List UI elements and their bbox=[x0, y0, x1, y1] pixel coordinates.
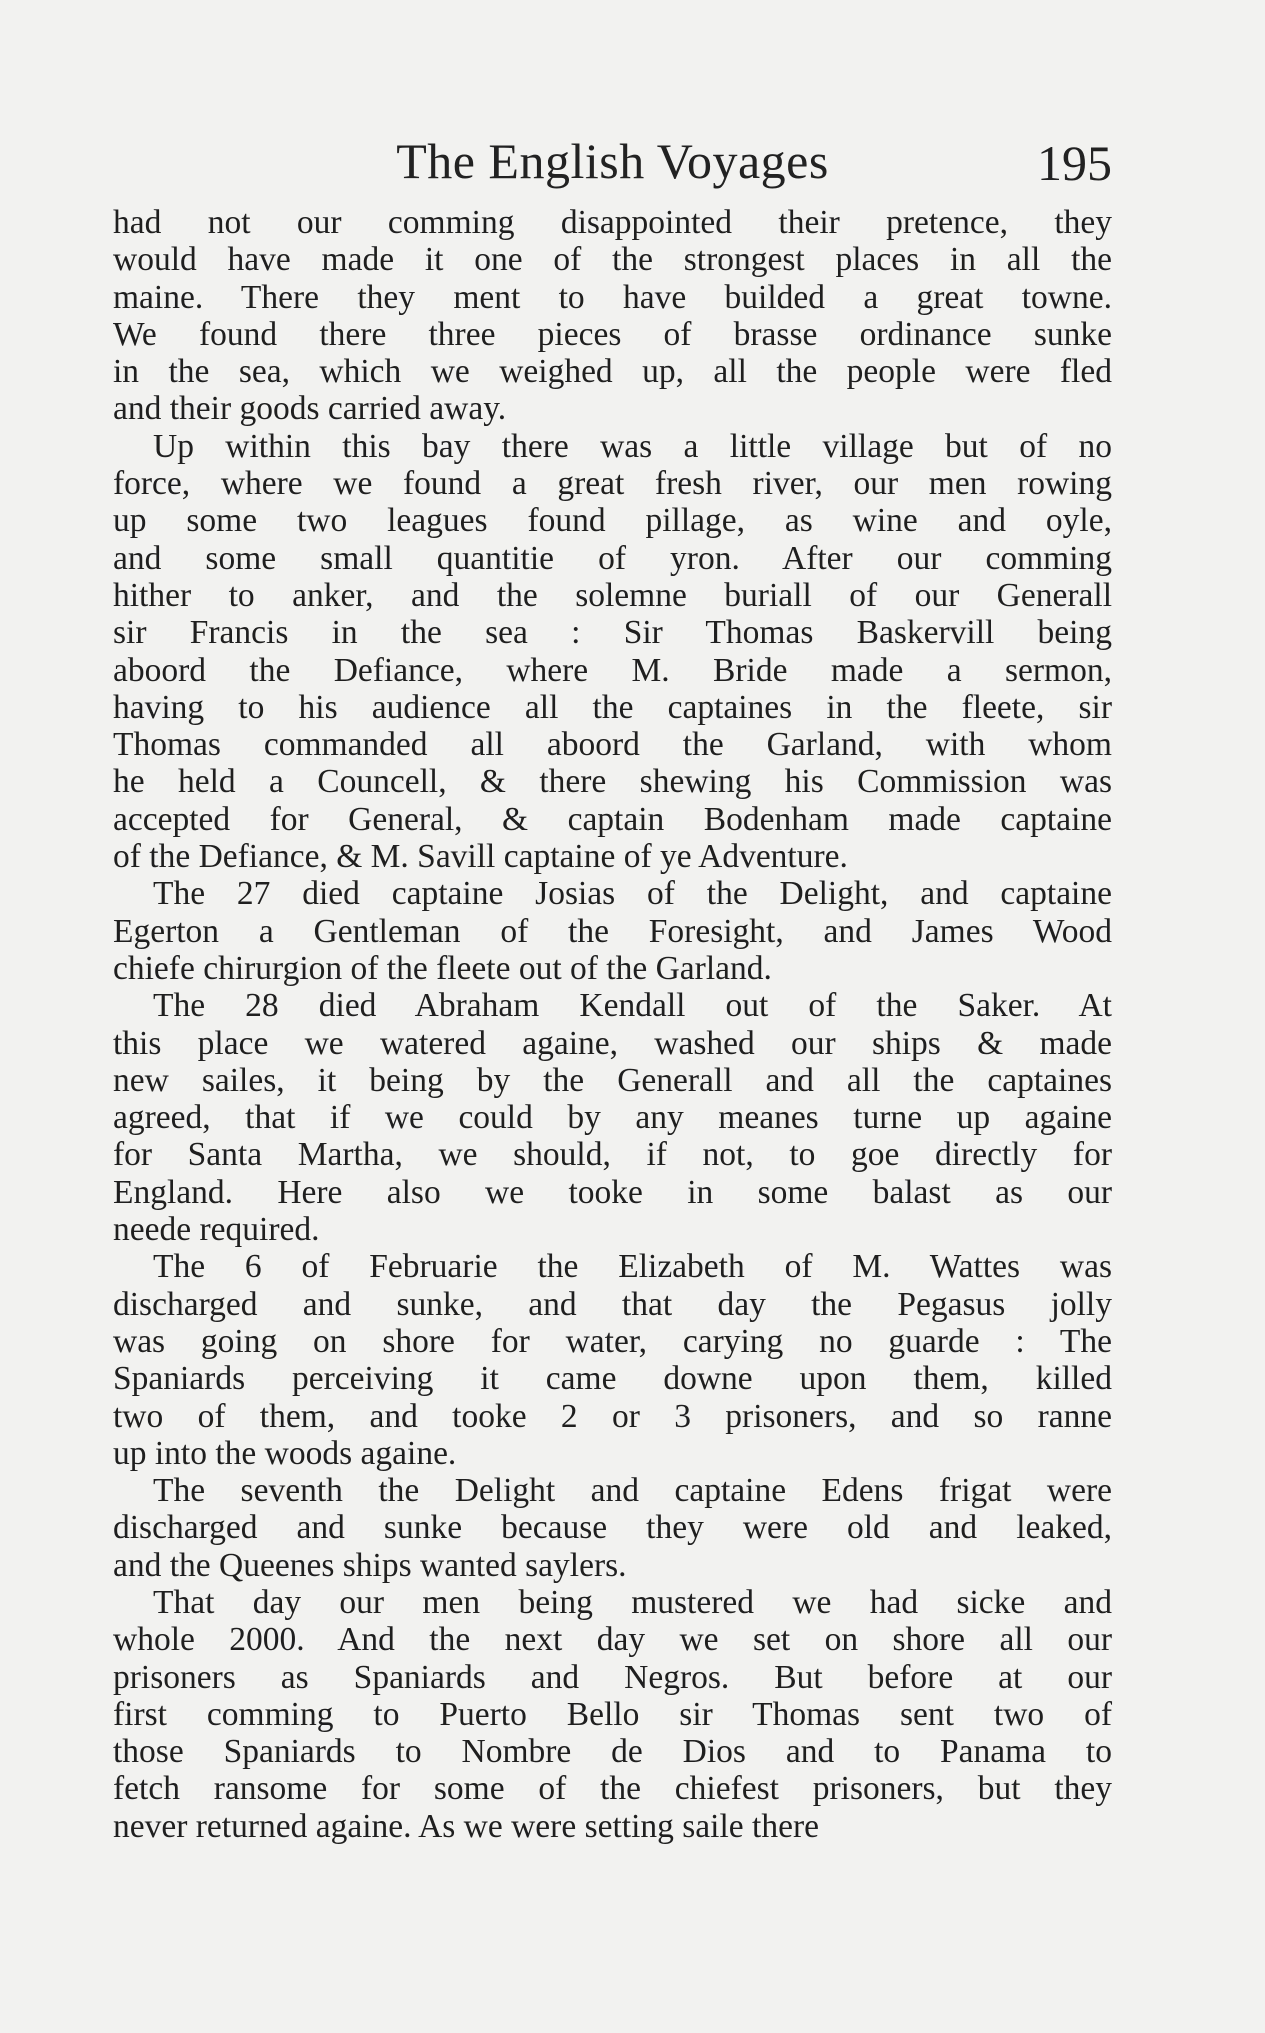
text-line: those Spaniards to Nombre de Dios and to Panama to bbox=[113, 1733, 1112, 1771]
text-line: fetch ransome for some of the chiefest prisoners, but they bbox=[113, 1770, 1112, 1808]
text-line: and their goods carried away. bbox=[113, 390, 507, 428]
text-line: accepted for General, & captain Bodenham made captaine bbox=[113, 800, 1112, 838]
text-line: up some two leagues found pillage, as wine and oyle, bbox=[113, 502, 1112, 540]
text-line: two of them, and tooke 2 or 3 prisoners, and so ranne bbox=[113, 1397, 1112, 1435]
text-line: The 27 died captaine Josias of the Delight, and captaine bbox=[153, 875, 1112, 913]
paragraph bbox=[113, 1248, 1112, 1472]
text-line: We found there three pieces of brasse ordinance sunke bbox=[113, 315, 1112, 353]
page-number: 195 bbox=[1037, 135, 1112, 191]
text-line: neede required. bbox=[113, 1211, 320, 1249]
text-line: and some small quantitie of yron. After our comming bbox=[113, 539, 1112, 577]
text-line: England. Here also we tooke in some balast as our bbox=[113, 1173, 1112, 1211]
text-line: The 28 died Abraham Kendall out of the Saker. At bbox=[153, 987, 1112, 1025]
text-line: discharged and sunke, and that day the Pegasus jolly bbox=[113, 1285, 1112, 1323]
text-line: he held a Councell, & there shewing his Commission was bbox=[113, 763, 1112, 801]
body-text bbox=[113, 204, 1112, 1845]
text-line: That day our men being mustered we had sicke and bbox=[153, 1583, 1112, 1621]
text-line: was going on shore for water, carying no guarde : The bbox=[113, 1322, 1112, 1360]
text-line: first comming to Puerto Bello sir Thomas sent two of bbox=[113, 1695, 1112, 1733]
text-line: of the Defiance, & M. Savill captaine of ye Adventure. bbox=[113, 838, 848, 876]
paragraph bbox=[113, 1584, 1112, 1845]
text-line: The seventh the Delight and captaine Edens frigat were bbox=[153, 1472, 1112, 1510]
text-line: force, where we found a great fresh river, our men rowing bbox=[113, 465, 1112, 503]
text-line: sir Francis in the sea : Sir Thomas Baskervill being bbox=[113, 614, 1112, 652]
text-line: and the Queenes ships wanted saylers. bbox=[113, 1546, 627, 1584]
text-line: in the sea, which we weighed up, all the people were fled bbox=[113, 353, 1112, 391]
text-line: discharged and sunke because they were old and leaked, bbox=[113, 1509, 1112, 1547]
text-line: Egerton a Gentleman of the Foresight, and James Wood bbox=[113, 912, 1112, 950]
text-line: agreed, that if we could by any meanes turne up againe bbox=[113, 1099, 1112, 1137]
text-line: never returned againe. As we were setting saile there bbox=[113, 1807, 819, 1845]
text-line: would have made it one of the strongest places in all the bbox=[113, 241, 1112, 279]
text-line: The 6 of Februarie the Elizabeth of M. Wattes was bbox=[153, 1248, 1112, 1286]
text-line: Thomas commanded all aboord the Garland, with whom bbox=[113, 726, 1112, 764]
text-line: new sailes, it being by the Generall and all the captaines bbox=[113, 1061, 1112, 1099]
text-line: this place we watered againe, washed our ships & made bbox=[113, 1024, 1112, 1062]
text-line: Up within this bay there was a little village but of no bbox=[153, 427, 1112, 465]
text-line: aboord the Defiance, where M. Bride made a sermon, bbox=[113, 651, 1112, 689]
text-line: had not our comming disappointed their pretence, they bbox=[113, 204, 1112, 241]
paragraph bbox=[113, 204, 1112, 428]
paragraph bbox=[113, 875, 1112, 987]
text-line: hither to anker, and the solemne buriall of our Generall bbox=[113, 576, 1112, 614]
page-header bbox=[113, 128, 1112, 194]
text-line: whole 2000. And the next day we set on shore all our bbox=[113, 1621, 1112, 1659]
text-line: up into the woods againe. bbox=[113, 1434, 457, 1472]
paragraph bbox=[113, 987, 1112, 1248]
paragraph bbox=[113, 1472, 1112, 1584]
text-line: Spaniards perceiving it came downe upon them, killed bbox=[113, 1360, 1112, 1398]
text-line: prisoners as Spaniards and Negros. But before at our bbox=[113, 1658, 1112, 1696]
paragraph bbox=[113, 428, 1112, 876]
text-line: maine. There they ment to have builded a great towne. bbox=[113, 278, 1112, 316]
running-title: The English Voyages bbox=[396, 133, 829, 189]
text-line: for Santa Martha, we should, if not, to goe directly for bbox=[113, 1136, 1112, 1174]
text-line: having to his audience all the captaines in the fleete, sir bbox=[113, 688, 1112, 726]
text-line: chiefe chirurgion of the fleete out of the Garland. bbox=[113, 949, 772, 987]
